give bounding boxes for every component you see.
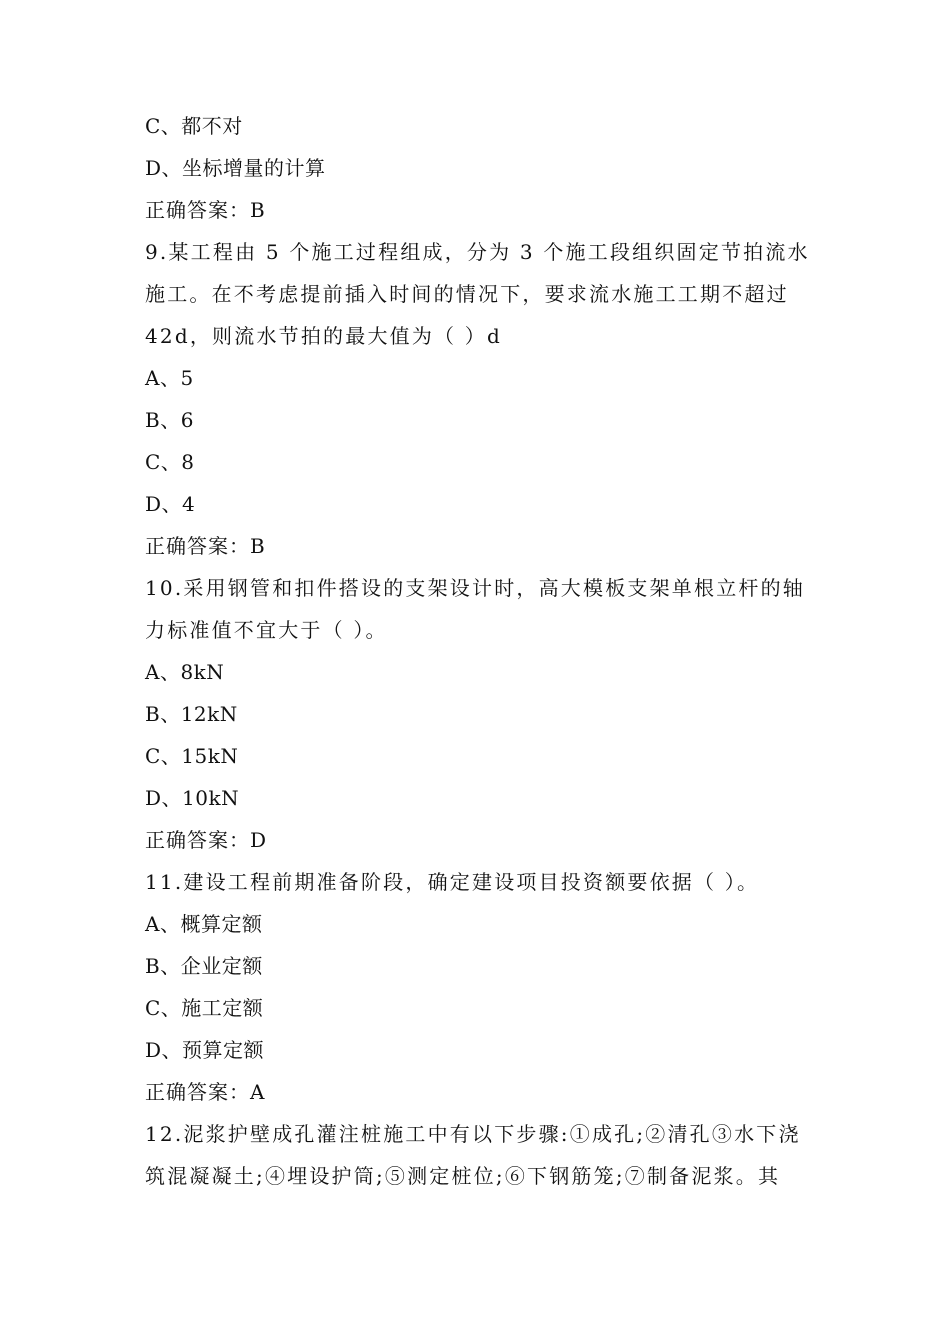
question-10 — [145, 567, 810, 861]
question-stem — [145, 1113, 810, 1197]
correct-answer: 正确答案：B — [145, 534, 266, 558]
question-text-line: 筑混凝凝土;④埋设护筒;⑤测定桩位;⑥下钢筋笼;⑦制备泥浆。其 — [145, 1164, 781, 1188]
option-c: C、8 — [145, 450, 195, 474]
question-stem — [145, 231, 810, 357]
question-text-line: 施工。在不考虑提前插入时间的情况下，要求流水施工工期不超过 — [145, 282, 789, 306]
option-a: A、8kN — [145, 660, 225, 684]
question-stem — [145, 567, 810, 651]
question-text-line: 11.建设工程前期准备阶段，确定建设项目投资额要依据（ ）。 — [145, 870, 760, 894]
option-d: D、坐标增量的计算 — [145, 156, 326, 180]
option-c: C、都不对 — [145, 114, 243, 138]
question-text-line: 力标准值不宜大于（ ）。 — [145, 618, 388, 642]
option-d: D、10kN — [145, 786, 240, 810]
correct-answer: 正确答案：B — [145, 198, 266, 222]
option-d: D、4 — [145, 492, 196, 516]
question-12 — [145, 1113, 810, 1197]
document-content — [145, 105, 810, 1197]
question-text-line: 12.泥浆护壁成孔灌注桩施工中有以下步骤:①成孔;②清孔③水下浇 — [145, 1122, 801, 1146]
option-b: B、12kN — [145, 702, 238, 726]
question-text-line: 10.采用钢管和扣件搭设的支架设计时，高大模板支架单根立杆的轴 — [145, 576, 806, 600]
option-b: B、6 — [145, 408, 194, 432]
partial-question — [145, 105, 810, 231]
question-text-line: 42d，则流水节拍的最大值为（ ）d — [145, 324, 503, 348]
correct-answer: 正确答案：D — [145, 828, 268, 852]
question-stem — [145, 861, 810, 903]
option-b: B、企业定额 — [145, 954, 263, 978]
option-c: C、15kN — [145, 744, 239, 768]
option-c: C、施工定额 — [145, 996, 264, 1020]
question-text-line: 9.某工程由 5 个施工过程组成，分为 3 个施工段组织固定节拍流水 — [145, 240, 810, 264]
correct-answer: 正确答案：A — [145, 1080, 266, 1104]
option-a: A、5 — [145, 366, 194, 390]
option-a: A、概算定额 — [145, 912, 263, 936]
question-9 — [145, 231, 810, 567]
question-11 — [145, 861, 810, 1113]
option-d: D、预算定额 — [145, 1038, 265, 1062]
